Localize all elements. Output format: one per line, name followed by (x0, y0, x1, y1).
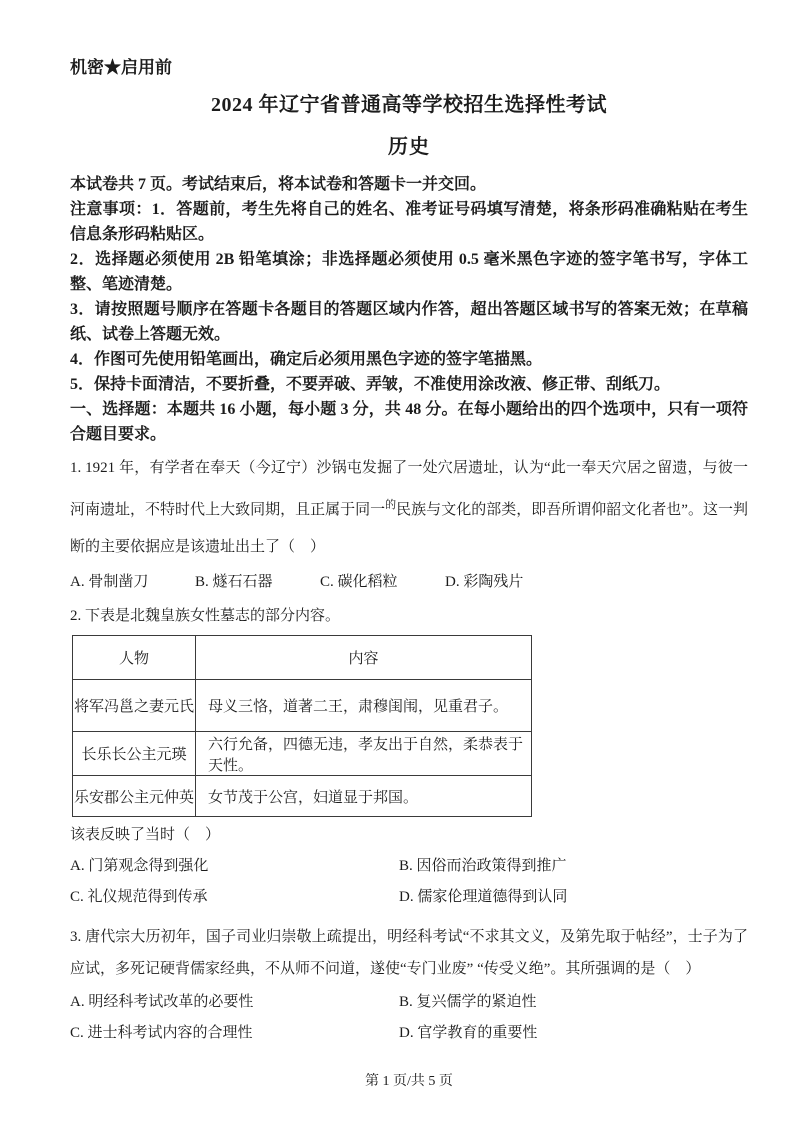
q2-option-c: C. 礼仪规范得到传承 (70, 889, 208, 905)
q2-options (70, 851, 748, 913)
table-row (73, 776, 532, 817)
q2-option-a: A. 门第观念得到强化 (70, 858, 209, 874)
table-header-row (73, 636, 532, 680)
table-row (73, 732, 532, 776)
q2-cell-person-1: 将军冯邕之妻元氏 (73, 680, 196, 732)
q3-option-a: A. 明经科考试改革的必要性 (70, 994, 254, 1010)
question-3 (70, 921, 748, 1049)
page-number: 第 1 页/共 5 页 (365, 1074, 453, 1089)
q2-option-d: D. 儒家伦理道德得到认同 (399, 889, 568, 905)
q3-option-c: C. 进士科考试内容的合理性 (70, 1025, 253, 1041)
notice-line-2: 2．选择题必须使用 2B 铅笔填涂；非选择题必须使用 0.5 毫米黑色字迹的签字笔书写，字体工整、笔迹清楚。 (70, 251, 748, 293)
q1-options (70, 567, 748, 597)
q1-superscript: 的 (385, 499, 397, 511)
notice-line-1: 注意事项：1．答题前，考生先将自己的姓名、准考证号码填写清楚，将条形码准确粘贴在考生信息条形码粘贴区。 (70, 201, 748, 243)
q3-options (70, 987, 748, 1049)
q2-intro: 2. 下表是北魏皇族女性墓志的部分内容。 (70, 608, 341, 624)
q2-cell-content-3: 女节茂于公宫，妇道显于邦国。 (196, 776, 532, 817)
q2-table-header-content: 内容 (196, 636, 532, 680)
q1-option-c: C. 碳化稻粒 (320, 574, 398, 590)
subject-title: 历史 (388, 136, 430, 158)
q2-cell-content-2: 六行允备，四德无违，孝友出于自然，柔恭表于天性。 (196, 732, 532, 776)
notice-line-5: 5．保持卡面清洁，不要折叠，不要弄破、弄皱，不准使用涂改液、修正带、刮纸刀。 (70, 376, 671, 393)
q1-option-b: B. 燧石石器 (195, 574, 273, 590)
q2-table (72, 635, 532, 817)
notice-line-return: 本试卷共 7 页。考试结束后，将本试卷和答题卡一并交回。 (70, 176, 487, 193)
q1-option-d: D. 彩陶残片 (445, 574, 524, 590)
section-heading: 一、选择题：本题共 16 小题，每小题 3 分，共 48 分。在每小题给出的四个选项中，只有一项符合题目要求。 (70, 401, 748, 443)
question-2 (70, 601, 748, 913)
q2-prompt: 该表反映了当时（ ） (70, 827, 221, 843)
q2-option-b: B. 因俗而治政策得到推广 (399, 858, 567, 874)
q3-option-b: B. 复兴儒学的紧迫性 (399, 994, 537, 1010)
classification-label: 机密★启用前 (70, 58, 172, 77)
q3-option-d: D. 官学教育的重要性 (399, 1025, 538, 1041)
q1-option-a: A. 骨制凿刀 (70, 574, 149, 590)
question-1 (70, 450, 748, 597)
q2-cell-person-2: 长乐长公主元瑛 (73, 732, 196, 776)
q1-stem-text-cont: 民族与文化的部类，即吾所谓仰韶文化者也”。这一判断的主要依据应是该遗址出土了（ ） (70, 502, 748, 555)
q2-cell-content-1: 母义三恪，道著二王，肃穆闺闱，见重君子。 (196, 680, 532, 732)
q1-stem (70, 450, 748, 566)
q3-stem: 3. 唐代宗大历初年，国子司业归崇敬上疏提出，明经科考试“不求其文义，及第先取于帖经”，士子为了应试，多死记硬背儒家经典，不从师不问道，遂使“专门业废” “传受义绝”。其所强调的是（ ） (70, 929, 748, 977)
table-row (73, 680, 532, 732)
notice-block (70, 172, 748, 397)
notice-line-4: 4．作图可先使用铅笔画出，确定后必须用黑色字迹的签字笔描黑。 (70, 351, 543, 368)
q2-table-header-person: 人物 (73, 636, 196, 680)
q1-stem-text: 1. 1921 年，有学者在奉天（今辽宁）沙锅屯发掘了一处穴居遗址，认为“此一奉天穴居之留遗，与彼一河南遗址，不特时代上大致同期，且正属于同一 (70, 460, 748, 518)
page-title: 2024 年辽宁省普通高等学校招生选择性考试 (211, 94, 607, 116)
notice-line-3: 3．请按照题号顺序在答题卡各题目的答题区域内作答，超出答题区域书写的答案无效；在草稿纸、试卷上答题无效。 (70, 301, 748, 343)
q2-cell-person-3: 乐安郡公主元仲英 (73, 776, 196, 817)
